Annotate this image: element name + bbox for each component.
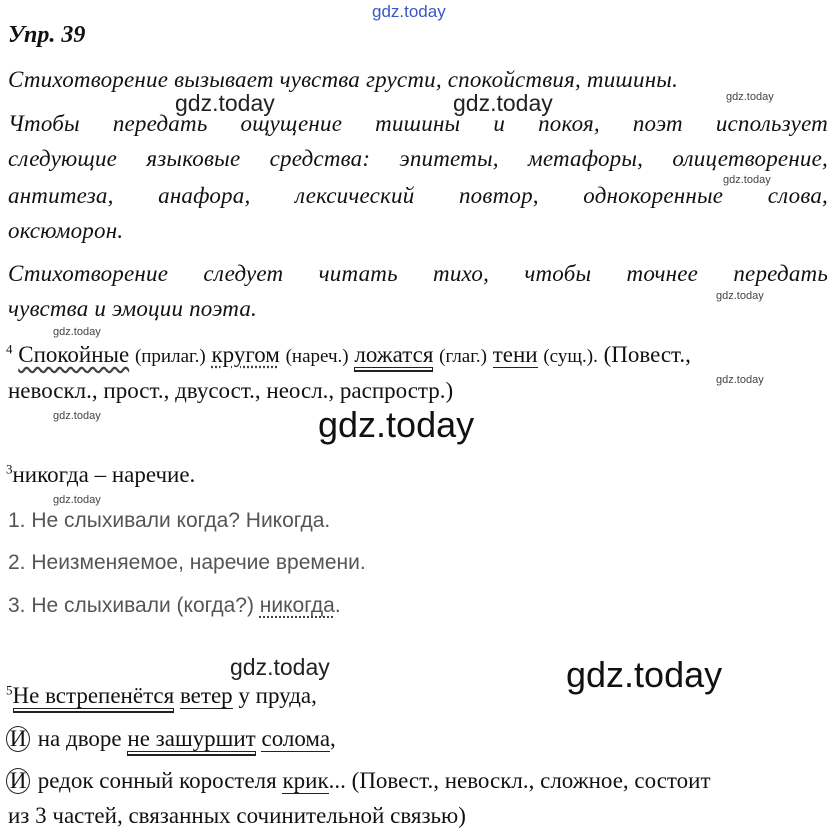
subject: крик bbox=[282, 768, 329, 793]
paragraph-means-line1: Чтобы передать ощущение тишины и покоя, поэт использует bbox=[8, 111, 828, 136]
paragraph-mood: Стихотворение вызывает чувства грусти, спокойствия, тишины. bbox=[8, 67, 679, 92]
subject: ветер bbox=[179, 683, 233, 708]
watermark: gdz.today bbox=[716, 374, 764, 386]
poem-analysis-line: из 3 частей, связанных сочинительной связью) bbox=[8, 803, 466, 828]
watermark-large: gdz.today bbox=[566, 654, 723, 695]
adverb-item-3 bbox=[8, 594, 341, 618]
adverb-item-3-text: 3. Не слыхивали (когда?) bbox=[8, 594, 260, 617]
adverb-item-2: 2. Неизменяемое, наречие времени. bbox=[8, 551, 366, 574]
poem-text: у пруда, bbox=[232, 683, 317, 708]
paragraph-reading-line2: чувства и эмоции поэта. bbox=[8, 296, 257, 321]
period: . bbox=[334, 594, 341, 617]
watermark-top: gdz.today bbox=[372, 2, 446, 21]
footnote-mark: 3 bbox=[6, 461, 13, 477]
tag: (сущ.). bbox=[543, 346, 598, 367]
adverb-heading bbox=[6, 462, 195, 488]
watermark: gdz.today bbox=[453, 90, 553, 116]
watermark: gdz.today bbox=[716, 290, 764, 302]
morph-parse-line2: невоскл., прост., двусост., неосл., распростр.) bbox=[8, 378, 454, 403]
footnote-mark: 4 bbox=[6, 341, 13, 357]
sentence-type: (Повест., bbox=[603, 342, 691, 367]
paragraph-means-line2: следующие языковые средства: эпитеты, метафоры, олицетворение, bbox=[8, 146, 828, 171]
tag: (прилаг.) bbox=[134, 346, 206, 367]
predicate: Не встрепенётся bbox=[12, 683, 175, 708]
tag: (нареч.) bbox=[285, 346, 349, 367]
subject: солома bbox=[261, 726, 331, 751]
word-lozhatsya: ложатся bbox=[354, 342, 434, 367]
paragraph-means-line3: антитеза, анафора, лексический повтор, однокоренные слова, bbox=[8, 183, 828, 208]
poem-text: редок сонный коростеля bbox=[32, 768, 283, 793]
poem-line3 bbox=[6, 768, 711, 794]
comma: , bbox=[330, 726, 336, 751]
watermark: gdz.today bbox=[723, 174, 771, 186]
word-spokoynye: Спокойные bbox=[18, 342, 130, 367]
footnote-mark: 5 bbox=[6, 682, 13, 698]
poem-line1 bbox=[6, 683, 317, 709]
sentence-analysis: ... (Повест., невоскл., сложное, состоит bbox=[328, 768, 711, 793]
word-krugom: кругом bbox=[211, 342, 280, 367]
tag: (глаг.) bbox=[439, 346, 487, 367]
watermark: gdz.today bbox=[175, 90, 275, 116]
adverb-heading-text: никогда – наречие. bbox=[12, 462, 196, 487]
exercise-title: Упр. 39 bbox=[8, 22, 86, 48]
watermark: gdz.today bbox=[53, 494, 101, 506]
paragraph-reading-line1: Стихотворение следует читать тихо, чтобы точнее передать bbox=[8, 261, 828, 286]
conjunction-circle: И bbox=[6, 768, 30, 794]
watermark: gdz.today bbox=[53, 326, 101, 338]
watermark: gdz.today bbox=[230, 654, 330, 680]
paragraph-means-line4: оксюморон. bbox=[8, 218, 124, 243]
predicate: не зашуршит bbox=[127, 726, 256, 751]
watermark: gdz.today bbox=[53, 410, 101, 422]
conjunction-circle: И bbox=[6, 726, 30, 752]
watermark: gdz.today bbox=[726, 91, 774, 103]
adverb-word: никогда bbox=[259, 594, 335, 617]
watermark-large: gdz.today bbox=[318, 404, 475, 445]
adverb-item-1: 1. Не слыхивали когда? Никогда. bbox=[8, 509, 331, 532]
poem-text: на дворе bbox=[32, 726, 128, 751]
morph-parse-line1 bbox=[6, 342, 691, 368]
word-teni: тени bbox=[492, 342, 538, 367]
poem-line2 bbox=[6, 726, 336, 752]
